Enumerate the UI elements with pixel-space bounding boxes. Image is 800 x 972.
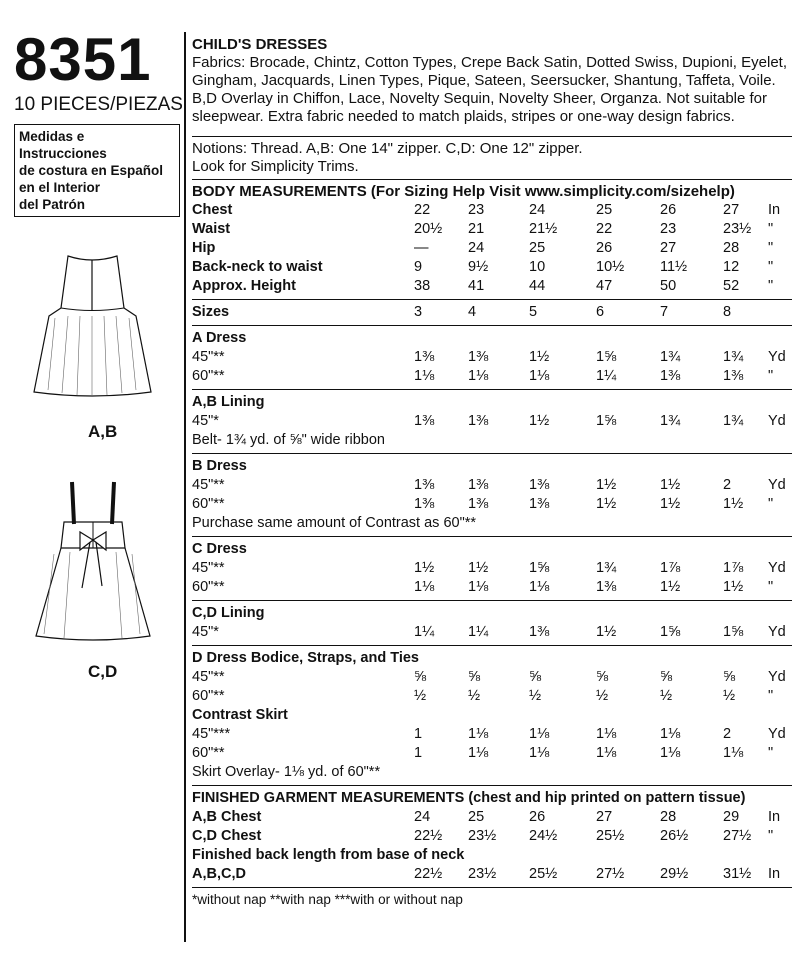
section-note: Belt- 1¾ yd. of ⅝" wide ribbon — [192, 432, 385, 448]
row-label: 45"** — [192, 560, 225, 576]
finished-length-title: Finished back length from base of neck — [192, 847, 465, 863]
row-value: 7 — [660, 304, 669, 320]
body-measurement-row — [192, 277, 792, 296]
row-unit: " — [768, 496, 774, 512]
yardage-row — [192, 744, 792, 763]
row-value: 1⅜ — [468, 477, 489, 493]
divider — [192, 785, 792, 786]
row-value: 3 — [414, 304, 423, 320]
row-value: — — [414, 240, 429, 256]
row-label: 45"* — [192, 413, 219, 429]
body-measurement-row — [192, 201, 792, 220]
row-value: 24 — [468, 240, 485, 256]
row-value: 1 — [414, 745, 423, 761]
row-value: 11½ — [660, 259, 688, 275]
row-value: 20½ — [414, 221, 443, 237]
row-unit: Yd — [768, 726, 786, 742]
row-value: ½ — [414, 688, 427, 704]
row-value: 25½ — [596, 828, 625, 844]
row-unit: In — [768, 202, 781, 218]
row-value: 8 — [723, 304, 732, 320]
row-value: 28 — [660, 809, 677, 825]
finished-header: FINISHED GARMENT MEASUREMENTS (chest and hip printed on pattern tissue) — [192, 790, 746, 806]
row-unit: " — [768, 828, 774, 844]
section-title: D Dress Bodice, Straps, and Ties — [192, 650, 419, 666]
row-value: 10 — [529, 259, 546, 275]
row-value: 1¼ — [596, 368, 617, 384]
yardage-row — [192, 623, 792, 642]
finished-length-row — [192, 865, 792, 884]
row-value: 1⅞ — [660, 560, 681, 576]
left-panel — [0, 0, 185, 972]
row-value: 1⅜ — [529, 496, 550, 512]
row-value: 25 — [596, 202, 613, 218]
divider — [192, 136, 792, 137]
row-unit: In — [768, 809, 781, 825]
row-value: 27½ — [596, 866, 625, 882]
row-value: 1⅛ — [414, 579, 435, 595]
row-value: 1⅛ — [529, 368, 550, 384]
row-value: 47 — [596, 278, 613, 294]
row-label: 60"** — [192, 496, 225, 512]
section-note: Purchase same amount of Contrast as 60"** — [192, 515, 477, 531]
row-value: 1⅝ — [596, 349, 617, 365]
dress-ab-illustration — [30, 250, 155, 400]
row-value: 26 — [529, 809, 546, 825]
fabrics-line: B,D Overlay in Chiffon, Lace, Novelty Sequin, Novelty Sheer, Organza. Not suitable for — [192, 90, 768, 107]
row-value: ⅝ — [660, 669, 673, 685]
row-value: 25 — [529, 240, 546, 256]
yardage-row — [192, 348, 792, 367]
row-value: 27 — [723, 202, 740, 218]
row-value: 22 — [414, 202, 431, 218]
section-title: C Dress — [192, 541, 247, 557]
row-value: 21 — [468, 221, 485, 237]
row-value: 1¾ — [723, 413, 744, 429]
row-value: ½ — [529, 688, 542, 704]
divider — [192, 453, 792, 454]
yardage-row — [192, 578, 792, 597]
spanish-line: en el Interior — [19, 180, 101, 195]
row-label: 60"** — [192, 745, 225, 761]
row-label: 45"** — [192, 669, 225, 685]
row-value: 1⅛ — [529, 579, 550, 595]
row-value: ⅝ — [414, 669, 427, 685]
row-value: 1⅝ — [596, 413, 617, 429]
row-value: 1⅛ — [596, 745, 617, 761]
divider — [192, 536, 792, 537]
section-title: B Dress — [192, 458, 247, 474]
row-label: Sizes — [192, 304, 230, 320]
row-value: 4 — [468, 304, 477, 320]
row-value: 24½ — [529, 828, 558, 844]
row-value: 24 — [529, 202, 546, 218]
row-value: ⅝ — [723, 669, 736, 685]
row-label: 60"** — [192, 579, 225, 595]
fabrics-line: Gingham, Jacquards, Linen Types, Pique, Sateen, Seersucker, Shantung, Taffeta, Voile. — [192, 72, 776, 89]
section-subtitle: Contrast Skirt — [192, 707, 288, 723]
row-value: 21½ — [529, 221, 558, 237]
row-label: C,D Chest — [192, 828, 262, 844]
row-value: ½ — [596, 688, 609, 704]
row-unit: " — [768, 579, 774, 595]
yardage-row — [192, 725, 792, 744]
row-value: 1¼ — [414, 624, 435, 640]
notions-line: Notions: Thread. A,B: One 14" zipper. C,D: One 12" zipper. — [192, 140, 583, 157]
row-value: 1⅛ — [468, 368, 489, 384]
spanish-line: de costura en Español — [19, 163, 164, 178]
row-value: 1¾ — [660, 413, 681, 429]
row-value: 44 — [529, 278, 546, 294]
row-value: 1⅜ — [596, 579, 617, 595]
row-value: 22½ — [414, 866, 443, 882]
row-value: 1⅜ — [468, 496, 489, 512]
row-value: 1⅜ — [414, 477, 435, 493]
row-value: 1⅜ — [468, 349, 489, 365]
row-value: 12 — [723, 259, 740, 275]
row-unit: Yd — [768, 560, 786, 576]
row-value: 1⅛ — [468, 579, 489, 595]
row-value: ½ — [660, 688, 673, 704]
row-value: 1½ — [660, 477, 681, 493]
row-value: 23½ — [723, 221, 752, 237]
row-label: 45"** — [192, 477, 225, 493]
body-measurement-row — [192, 239, 792, 258]
row-value: 26 — [660, 202, 677, 218]
row-unit: " — [768, 688, 774, 704]
divider — [192, 645, 792, 646]
row-value: 1⅜ — [468, 413, 489, 429]
row-value: 25½ — [529, 866, 558, 882]
row-value: 2 — [723, 477, 732, 493]
row-value: 1¾ — [723, 349, 744, 365]
pattern-info — [192, 36, 792, 909]
finished-row — [192, 827, 792, 846]
row-value: ⅝ — [468, 669, 481, 685]
row-label: Back-neck to waist — [192, 259, 323, 275]
row-value: 1½ — [596, 477, 617, 493]
row-value: 2 — [723, 726, 732, 742]
row-value: 1⅛ — [660, 726, 681, 742]
finished-row — [192, 808, 792, 827]
yardage-row — [192, 476, 792, 495]
row-value: 23 — [660, 221, 677, 237]
row-unit: " — [768, 278, 774, 294]
row-value: 31½ — [723, 866, 752, 882]
row-unit: Yd — [768, 413, 786, 429]
row-value: 1½ — [414, 560, 435, 576]
row-value: 1⅜ — [529, 477, 550, 493]
row-value: 25 — [468, 809, 485, 825]
divider — [192, 600, 792, 601]
pattern-number: 8351 — [14, 26, 152, 93]
row-value: ½ — [468, 688, 481, 704]
row-label: Approx. Height — [192, 278, 296, 294]
row-value: 23 — [468, 202, 485, 218]
row-value: 1⅛ — [414, 368, 435, 384]
row-value: 9½ — [468, 259, 489, 275]
section-title: A,B Lining — [192, 394, 265, 410]
spanish-line: del Patrón — [19, 197, 86, 212]
pattern-title: CHILD'S DRESSES — [192, 36, 328, 53]
row-label: 45"*** — [192, 726, 231, 742]
row-value: 26 — [596, 240, 613, 256]
column-divider — [184, 32, 186, 942]
row-unit: " — [768, 221, 774, 237]
sizes-row — [192, 303, 792, 322]
row-value: 1⅛ — [468, 745, 489, 761]
row-unit: Yd — [768, 624, 786, 640]
row-value: 50 — [660, 278, 677, 294]
row-value: ⅝ — [596, 669, 609, 685]
row-value: 52 — [723, 278, 740, 294]
row-value: 1½ — [529, 413, 550, 429]
row-label: 60"** — [192, 368, 225, 384]
row-unit: " — [768, 259, 774, 275]
row-value: 10½ — [596, 259, 625, 275]
row-value: 1⅜ — [414, 413, 435, 429]
row-value: 1⅜ — [414, 496, 435, 512]
dress-cd-illustration — [30, 478, 155, 643]
spanish-note — [14, 124, 180, 217]
row-label: A,B Chest — [192, 809, 262, 825]
row-value: 1½ — [468, 560, 489, 576]
row-value: 27 — [596, 809, 613, 825]
row-label: 60"** — [192, 688, 225, 704]
row-value: 1¾ — [596, 560, 617, 576]
row-value: 1⅛ — [596, 726, 617, 742]
body-measurements-header: BODY MEASUREMENTS (For Sizing Help Visit www.simplicity.com/sizehelp) — [192, 183, 735, 200]
row-value: 1½ — [529, 349, 550, 365]
body-measurement-row — [192, 258, 792, 277]
fabrics-text — [192, 54, 792, 126]
row-unit: Yd — [768, 349, 786, 365]
divider — [192, 389, 792, 390]
row-label: 45"** — [192, 349, 225, 365]
row-value: 1⅛ — [529, 745, 550, 761]
row-unit: In — [768, 866, 781, 882]
footnote: *without nap **with nap ***with or without nap — [192, 892, 463, 907]
row-value: 5 — [529, 304, 538, 320]
row-value: 9 — [414, 259, 423, 275]
row-value: 1⅜ — [529, 624, 550, 640]
row-value: 6 — [596, 304, 605, 320]
spanish-line: Medidas e Instrucciones — [19, 129, 107, 161]
row-value: 1¼ — [468, 624, 489, 640]
fabrics-line: sleepwear. Extra fabric needed to match plaids, stripes or one-way design fabrics. — [192, 108, 735, 125]
view-label-cd: C,D — [88, 662, 118, 681]
row-value: 23½ — [468, 866, 497, 882]
row-value: ⅝ — [529, 669, 542, 685]
divider — [192, 179, 792, 180]
row-value: 1½ — [723, 579, 744, 595]
row-unit: " — [768, 368, 774, 384]
row-value: 1½ — [660, 579, 681, 595]
divider — [192, 325, 792, 326]
row-value: 1⅛ — [660, 745, 681, 761]
row-label: 45"* — [192, 624, 219, 640]
divider — [192, 887, 792, 888]
row-value: 1¾ — [660, 349, 681, 365]
row-value: 1⅛ — [723, 745, 744, 761]
row-value: 1⅜ — [414, 349, 435, 365]
section-note: Skirt Overlay- 1⅛ yd. of 60"** — [192, 764, 381, 780]
row-value: 1⅝ — [529, 560, 550, 576]
row-value: 1⅜ — [723, 368, 744, 384]
yardage-row — [192, 367, 792, 386]
yardage-row — [192, 687, 792, 706]
row-label: Chest — [192, 202, 233, 218]
section-title: A Dress — [192, 330, 247, 346]
row-value: 24 — [414, 809, 431, 825]
row-value: 1½ — [596, 496, 617, 512]
row-value: 38 — [414, 278, 431, 294]
row-value: 29½ — [660, 866, 689, 882]
row-value: 1½ — [596, 624, 617, 640]
view-label-ab: A,B — [88, 422, 118, 441]
row-unit: Yd — [768, 669, 786, 685]
row-value: 1½ — [660, 496, 681, 512]
row-value: 27½ — [723, 828, 752, 844]
row-value: 41 — [468, 278, 485, 294]
row-value: 23½ — [468, 828, 497, 844]
yardage-row — [192, 668, 792, 687]
row-value: 1½ — [723, 496, 744, 512]
row-value: 1⅜ — [660, 368, 681, 384]
row-value: 28 — [723, 240, 740, 256]
section-title: C,D Lining — [192, 605, 265, 621]
row-unit: " — [768, 240, 774, 256]
row-value: 29 — [723, 809, 740, 825]
yardage-row — [192, 559, 792, 578]
fabrics-line: Fabrics: Brocade, Chintz, Cotton Types, Crepe Back Satin, Dotted Swiss, Dupioni, Eyelet, — [192, 54, 787, 71]
row-value: 1⅝ — [660, 624, 681, 640]
row-value: 1⅛ — [468, 726, 489, 742]
row-value: 22 — [596, 221, 613, 237]
row-label: Hip — [192, 240, 216, 256]
divider — [192, 299, 792, 300]
row-label: A,B,C,D — [192, 866, 246, 882]
row-unit: " — [768, 745, 774, 761]
row-value: 22½ — [414, 828, 443, 844]
row-unit: Yd — [768, 477, 786, 493]
row-label: Waist — [192, 221, 231, 237]
row-value: 1⅞ — [723, 560, 744, 576]
yardage-row — [192, 495, 792, 514]
row-value: 1 — [414, 726, 423, 742]
notions-line: Look for Simplicity Trims. — [192, 158, 359, 175]
row-value: 1⅛ — [529, 726, 550, 742]
row-value: 1⅝ — [723, 624, 744, 640]
row-value: 26½ — [660, 828, 689, 844]
row-value: ½ — [723, 688, 736, 704]
pieces-count: 10 PIECES/PIEZAS — [14, 94, 183, 115]
body-measurement-row — [192, 220, 792, 239]
measurement-table — [192, 201, 792, 888]
row-value: 27 — [660, 240, 677, 256]
yardage-row — [192, 412, 792, 431]
